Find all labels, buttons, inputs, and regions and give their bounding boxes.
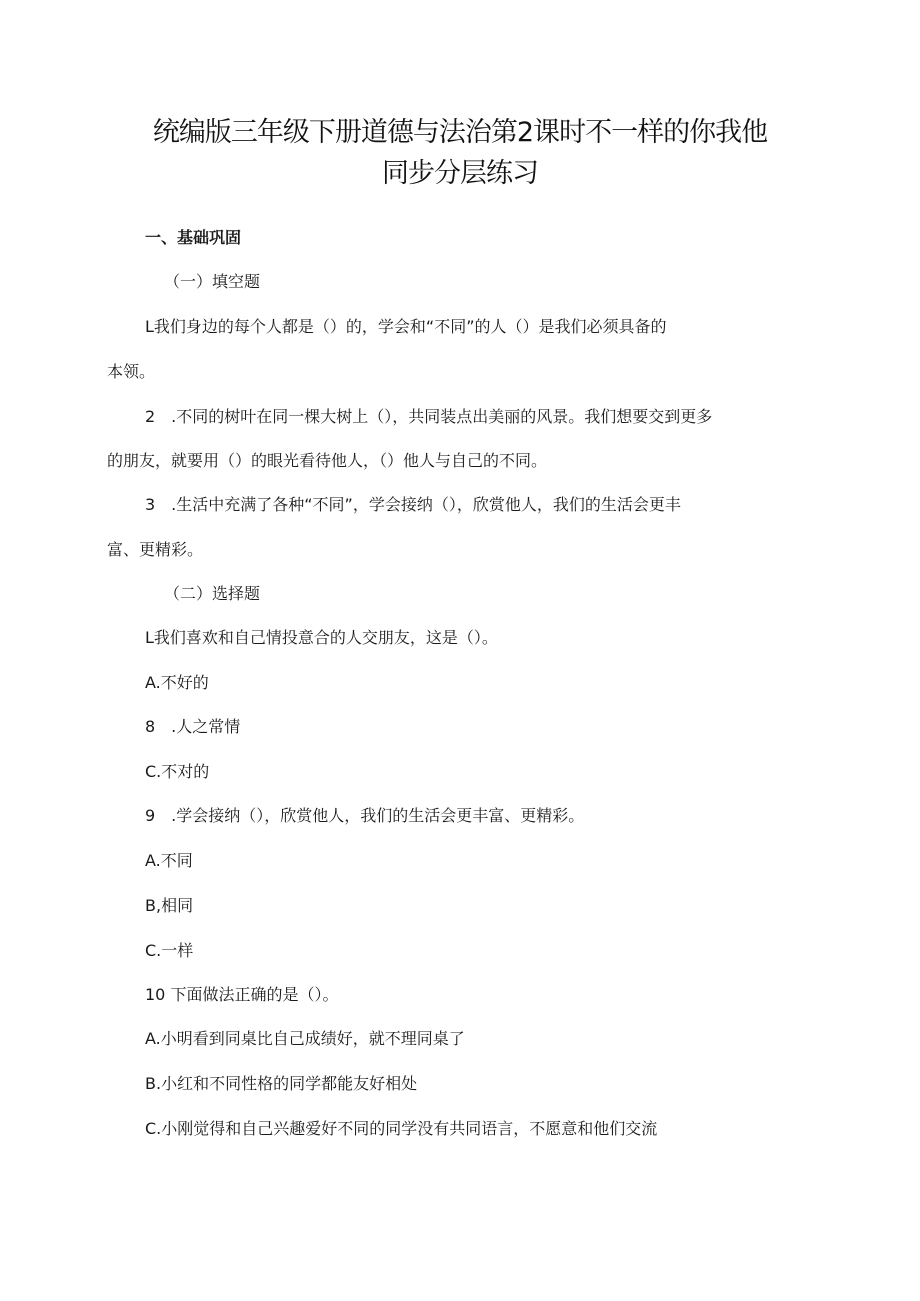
choice-3-option-c: C.小刚觉得和自己兴趣爱好不同的同学没有共同语言，不愿意和他们交流 [145,1119,658,1138]
choice-3-option-b: B.小红和不同性格的同学都能友好相处 [145,1074,418,1093]
fill-question-3-line-1: 3 .生活中充满了各种“不同”，学会接纳（），欣赏他人，我们的生活会更丰 [145,495,681,514]
choice-2-option-b: B,相同 [145,896,194,915]
fill-question-1-line-1: L我们身边的每个人都是（）的，学会和“不同”的人（）是我们必须具备的 [145,317,667,336]
choice-1-option-b: 8 .人之常情 [145,717,241,736]
choice-question-2: 9 .学会接纳（），欣赏他人，我们的生活会更丰富、更精彩。 [145,806,585,825]
fill-question-2-line-1: 2 .不同的树叶在同一棵大树上（），共同装点出美丽的风景。我们想要交到更多 [145,407,713,426]
choice-1-option-a: A.不好的 [145,673,209,692]
choice-3-option-a: A.小明看到同桌比自己成绩好，就不理同桌了 [145,1029,465,1048]
fill-question-2-line-2: 的朋友，就要用（）的眼光看待他人，（）他人与自己的不同。 [107,451,548,470]
fill-question-3-line-2: 富、更精彩。 [107,540,204,559]
choice-question-3: 10 下面做法正确的是（）。 [145,985,339,1004]
choice-question-1: L我们喜欢和自己情投意合的人交朋友，这是（）。 [145,628,498,647]
subsection-heading-choice: （二）选择题 [164,584,261,603]
document-title-line-1: 统编版三年级下册道德与法治第2课时不一样的你我他 [152,117,768,148]
section-heading-basic: 一、基础巩固 [145,228,242,247]
choice-2-option-a: A.不同 [145,851,193,870]
choice-2-option-c: C.一样 [145,941,194,960]
choice-1-option-c: C.不对的 [145,762,210,781]
subsection-heading-fill-blank: （一）填空题 [164,272,261,291]
document-title-line-2: 同步分层练习 [382,158,538,189]
fill-question-1-line-2: 本领。 [107,362,156,381]
